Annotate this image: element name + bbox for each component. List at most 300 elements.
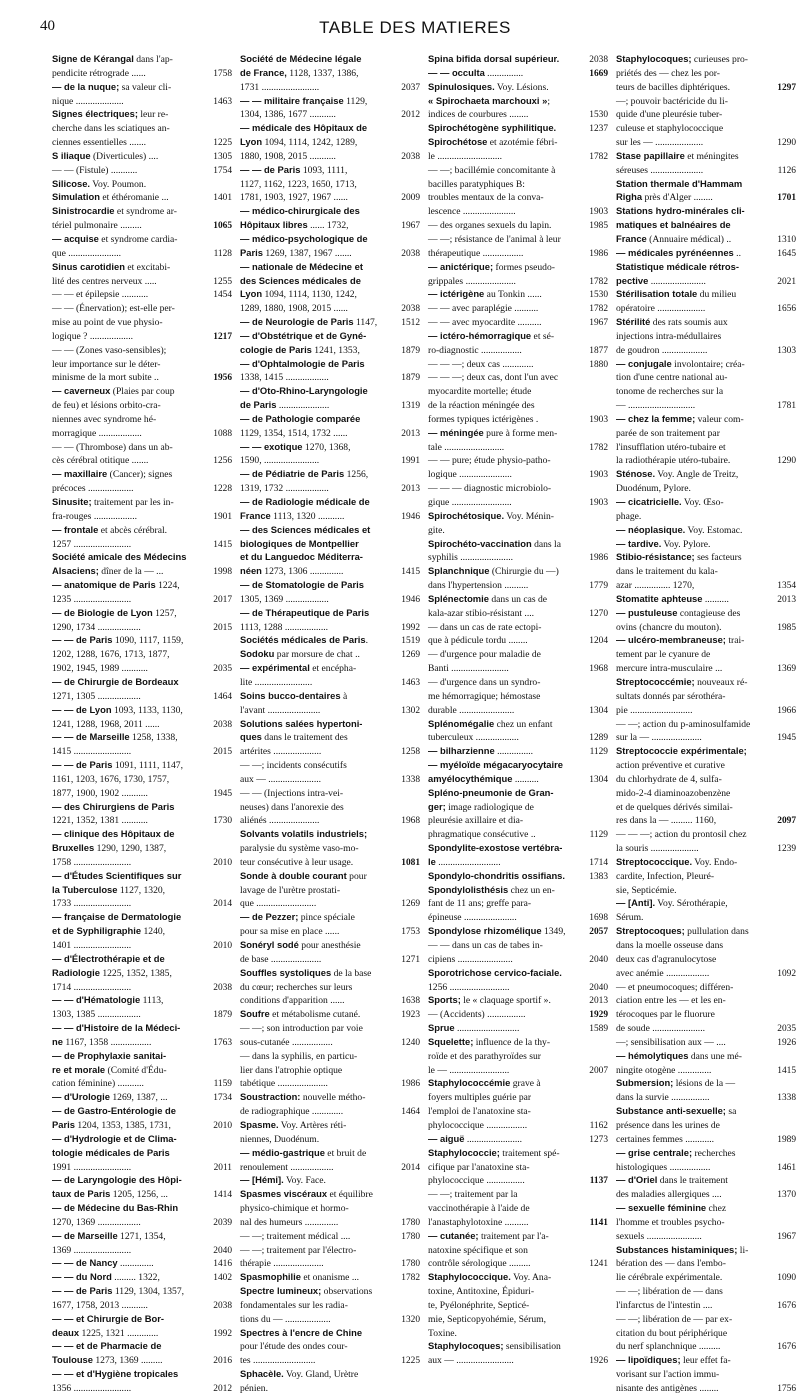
index-entry-text [52, 994, 202, 1008]
index-entry-detail: nique .................... [52, 95, 124, 107]
index-entry-page-number: 1463 [213, 96, 232, 107]
index-entry [52, 95, 232, 109]
index-entry-page-number: 2097 [777, 816, 796, 827]
index-entry-text [240, 288, 390, 302]
index-entry-detail: — —; résistance de l'animal à leur [428, 233, 561, 245]
index-entry [428, 205, 608, 219]
index-entry-page-number: 1903 [589, 414, 608, 425]
index-entry [428, 247, 608, 261]
index-entry-page-number: 1779 [589, 581, 608, 592]
index-entry-text [240, 759, 390, 773]
index-entry-text [616, 828, 766, 842]
index-entry-heading: Spléno-pneumonie de Gran- [428, 786, 554, 798]
index-entry-page-number: 2040 [589, 954, 608, 965]
index-entry-page-number: 2038 [213, 1300, 232, 1311]
index-entry-detail: ....................... [464, 1133, 523, 1145]
index-entry [616, 662, 796, 676]
index-entry [428, 662, 608, 676]
index-entry [428, 551, 608, 565]
index-entry-page-number: 1305 [213, 151, 232, 162]
index-entry [52, 967, 232, 981]
index-entry-detail: — — avec myocardite .......... [428, 317, 542, 329]
index-entry [616, 81, 796, 95]
index-entry-detail: parée de son traitement par [616, 427, 720, 439]
index-entry-detail: durable ....................... [428, 704, 515, 716]
index-column-1 [52, 53, 232, 1394]
index-entry [428, 911, 608, 925]
index-entry-text [52, 718, 202, 732]
index-entry-detail: conditions d'apparition ...... [240, 995, 345, 1007]
index-entry-text [616, 565, 766, 579]
index-entry-detail: valeur com- [695, 413, 744, 425]
index-entry [616, 579, 796, 593]
index-entry-text [428, 233, 578, 247]
index-entry-heading: — frontale [52, 523, 99, 535]
index-entry [616, 731, 796, 745]
index-entry-page-number: 2021 [777, 276, 796, 287]
index-entry-text [428, 219, 578, 233]
index-entry [616, 275, 796, 289]
index-entry [616, 371, 796, 385]
index-entry-page-number: 1992 [401, 622, 420, 633]
index-entry-text [428, 801, 578, 815]
index-entry-page-number: 1304 [589, 774, 608, 785]
index-entry [428, 136, 608, 150]
index-entry-text [616, 773, 766, 787]
index-entry [616, 870, 796, 884]
index-entry-text [240, 468, 390, 482]
index-entry [52, 302, 232, 316]
index-entry [428, 939, 608, 953]
index-entry-text [240, 1147, 390, 1161]
index-entry [240, 1077, 420, 1091]
index-entry-text [428, 856, 578, 870]
index-entry [428, 1340, 608, 1354]
index-entry-detail: — —; action du p-aminosulfamide [616, 718, 751, 730]
index-entry-detail: le « claquage sportif ». [460, 995, 551, 1007]
index-entry-detail: contagieuse des [677, 607, 741, 619]
index-entry [240, 510, 420, 524]
index-entry-text [616, 191, 766, 205]
index-entry [616, 759, 796, 773]
index-entry [616, 330, 796, 344]
index-entry [240, 1382, 420, 1396]
index-entry-text [616, 1340, 766, 1354]
index-entry [240, 911, 420, 925]
index-entry-text [240, 1133, 390, 1147]
index-entry-text [616, 897, 766, 911]
index-entry-detail: grippales ..................... [428, 275, 516, 287]
index-entry [616, 607, 796, 621]
index-entry [52, 371, 232, 385]
index-entry [240, 1340, 420, 1354]
index-entry [616, 690, 796, 704]
index-entry-page-number: 1781 [777, 401, 796, 412]
index-entry-text [616, 1354, 766, 1368]
index-entry-detail: thérapeutique ................. [428, 247, 524, 259]
index-entry-heading: Sonéryl sodé [240, 939, 299, 950]
index-entry [616, 413, 796, 427]
index-entry-page-number: 2015 [213, 747, 232, 758]
index-entry-text [428, 1285, 578, 1299]
index-entry [428, 1091, 608, 1105]
index-entry [52, 1299, 232, 1313]
index-column-3 [428, 53, 608, 1367]
index-entry-detail: ............... [484, 67, 524, 79]
index-entry-detail: ovins (chancre du mouton). [616, 621, 722, 633]
index-entry-page-number: 1929 [589, 1010, 608, 1021]
index-entry-text [52, 884, 202, 898]
index-entry-text [52, 538, 202, 552]
index-entry-detail: 1224, [155, 580, 180, 592]
index-entry-text [616, 676, 766, 690]
index-entry-text [616, 1188, 766, 1202]
index-entry-text [428, 1257, 578, 1271]
index-entry [428, 1244, 608, 1258]
index-entry-text [616, 981, 766, 995]
index-entry-page-number: 1991 [401, 456, 420, 467]
index-entry [240, 399, 420, 413]
index-entry-heading: Spasmophilie [240, 1271, 301, 1283]
index-entry-heading: Stomatite aphteuse [616, 592, 703, 604]
index-entry-text [428, 136, 578, 150]
index-entry-heading: — pustuleuse [616, 606, 678, 618]
index-entry-detail: 1269, 1387, ... [109, 1092, 168, 1104]
index-entry [240, 178, 420, 192]
index-entry [616, 496, 796, 510]
index-entry-heading: — d'Études Scientifiques sur [52, 869, 182, 881]
index-entry [240, 579, 420, 593]
index-entry [428, 1188, 608, 1202]
index-entry-detail: tion d'une centre national au- [616, 372, 728, 384]
index-entry-text [428, 427, 578, 441]
index-entry-heading: Sphacèle. [240, 1368, 284, 1380]
index-entry-detail: tions du — ................... [240, 1313, 331, 1325]
index-entry-detail: sa valeur cli- [119, 81, 172, 93]
index-entry-text [428, 676, 578, 690]
index-entry [240, 1271, 420, 1285]
index-entry-detail: de base ..................... [240, 953, 322, 965]
index-entry-text [240, 579, 390, 593]
index-entry [52, 593, 232, 607]
index-entry-heading: de France, [240, 66, 287, 78]
index-entry-detail: Voy. Œso- [681, 497, 724, 508]
index-entry-text [52, 690, 202, 704]
index-entry-heading: — d'Hydrologie et de Clima- [52, 1132, 177, 1144]
index-entry-text [616, 994, 766, 1008]
index-entry-heading: Streptocoques; [616, 925, 685, 937]
index-entry [52, 981, 232, 995]
index-entry-text [52, 1244, 202, 1258]
index-entry-page-number: 1985 [589, 221, 608, 232]
index-entry-page-number: 2038 [213, 982, 232, 993]
index-entry-page-number: 1901 [213, 511, 232, 522]
index-entry-detail: — —; bacillémie concomitante à [428, 164, 556, 176]
index-entry-text [428, 607, 578, 621]
index-entry-text [52, 247, 202, 261]
index-entry-heading: Spondylolisthésis [428, 883, 509, 895]
index-entry-detail: Voy. Ana- [510, 1272, 552, 1284]
index-entry-page-number: 2017 [213, 594, 232, 605]
index-entry-text [52, 1230, 202, 1244]
index-entry-page-number: 1141 [589, 1217, 608, 1228]
index-entry-text [52, 1271, 202, 1285]
index-entry-detail: de soude ...................... [616, 1023, 705, 1035]
index-entry-heading: — — militaire française [240, 94, 344, 106]
index-entry-text [52, 1105, 202, 1119]
index-entry [428, 856, 608, 870]
index-entry-text [240, 1230, 390, 1244]
index-entry [240, 814, 420, 828]
index-entry [616, 205, 796, 219]
index-entry-text [52, 316, 202, 330]
index-entry-text [240, 1050, 390, 1064]
index-entry-text [52, 1077, 202, 1091]
index-entry-text [52, 870, 202, 884]
index-entry-detail: foyers multiples guérie par [428, 1092, 532, 1104]
index-entry-text [616, 371, 766, 385]
index-entry-text [240, 261, 390, 275]
index-entry [616, 108, 796, 122]
index-entry-page-number: 1269 [401, 899, 420, 910]
index-entry-text [52, 925, 202, 939]
index-entry [52, 1161, 232, 1175]
index-entry-detail: .......... [512, 773, 539, 785]
index-entry [52, 1105, 232, 1119]
index-entry-heading: Alsaciens; [52, 565, 99, 577]
index-entry-heading: — bilharzienne [428, 745, 495, 757]
index-entry-detail: phage. [616, 510, 642, 522]
index-entry [428, 67, 608, 81]
index-entry-text [616, 524, 766, 538]
index-entry-detail: 1147, [353, 317, 378, 329]
index-entry-page-number: 1879 [213, 1010, 232, 1021]
index-entry-text [52, 1008, 202, 1022]
index-entry-text [52, 621, 202, 635]
index-entry-text [240, 718, 390, 732]
index-entry [428, 538, 608, 552]
index-entry-text [616, 870, 766, 884]
index-entry-text [616, 178, 766, 192]
index-entry-heading: — — de Paris [240, 163, 301, 175]
index-entry [616, 1174, 796, 1188]
index-entry [428, 801, 608, 815]
index-entry [240, 108, 420, 122]
index-entry [428, 607, 608, 621]
index-entry-detail: tement par le cyanure de [616, 649, 711, 661]
index-entry [52, 358, 232, 372]
index-entry-heading: Staphylocoques; [428, 1340, 504, 1352]
index-entry-detail: tes .......................... [240, 1355, 316, 1367]
index-entry-heading: Sports; [428, 994, 461, 1006]
index-entry [428, 302, 608, 316]
index-entry-text [616, 1077, 766, 1091]
index-entry [428, 1216, 608, 1230]
index-entry [428, 787, 608, 801]
index-entry [240, 953, 420, 967]
index-entry-detail: —; sensibilisation aux — .... [616, 1036, 726, 1048]
index-entry-text [52, 648, 202, 662]
index-entry-detail: dans le traitement du kala- [616, 566, 718, 578]
index-entry-heading: — de Radiologie médicale de [240, 496, 370, 507]
index-entry-detail: pince spéciale [298, 912, 355, 924]
index-entry-heading: — — exotique [240, 440, 303, 452]
index-entry [428, 1036, 608, 1050]
index-entry-text [52, 759, 202, 773]
index-entry-detail: pour [346, 870, 367, 882]
index-entry-page-number: 1754 [213, 165, 232, 176]
index-entry-text [428, 1216, 578, 1230]
index-entry-text [240, 358, 390, 372]
index-entry-text [428, 1244, 578, 1258]
index-entry [616, 233, 796, 247]
index-entry-detail: fra-rouges .................. [52, 510, 137, 522]
index-entry-page-number: 1464 [213, 691, 232, 702]
index-entry-text [52, 565, 202, 579]
index-entry-page-number: 2010 [213, 857, 232, 868]
index-entry-text [52, 53, 202, 67]
index-entry [240, 538, 420, 552]
index-entry [428, 81, 608, 95]
index-entry-text [616, 551, 766, 565]
index-entry-page-number: 1338 [401, 774, 420, 785]
index-entry-text [240, 413, 390, 427]
index-entry-page-number: 1903 [589, 207, 608, 218]
index-entry-detail: (Plaies par coup [110, 386, 175, 398]
index-entry-text [616, 427, 766, 441]
index-entry-text [52, 371, 202, 385]
index-entry-detail: 1113, [140, 995, 164, 1007]
index-entry-detail: ro-diagnostic ................. [428, 344, 522, 356]
index-entry-page-number: 1730 [213, 816, 232, 827]
index-entry-heading: Paris [240, 246, 263, 258]
index-entry-page-number: 1903 [589, 498, 608, 508]
index-entry-detail: ............... [494, 746, 534, 758]
index-entry-detail: logique ? .................. [52, 330, 134, 342]
index-entry-text [428, 1050, 578, 1064]
index-entry [428, 164, 608, 178]
index-entry [428, 510, 608, 524]
index-entry-heading: deaux [52, 1326, 80, 1338]
index-entry-text [240, 1313, 390, 1327]
index-entry [616, 1285, 796, 1299]
index-entry-detail: tonome de recherches sur la [616, 386, 724, 398]
index-entry [52, 676, 232, 690]
index-entry-detail: — d'urgence dans un syndro- [428, 676, 541, 688]
index-entry-page-number: 1320 [401, 1314, 420, 1325]
index-entry-detail: 1256 ......................... [428, 981, 510, 993]
index-entry-text [428, 939, 578, 953]
index-entry [52, 870, 232, 884]
index-entry-text [428, 1077, 578, 1091]
index-entry-detail: Sérum. [616, 912, 644, 924]
index-entry [240, 1368, 420, 1382]
index-entry-text [240, 773, 390, 787]
index-entry [240, 1327, 420, 1341]
index-entry-text [240, 316, 390, 330]
index-entry-page-number: 1638 [401, 996, 420, 1007]
index-entry-page-number: 1414 [213, 1190, 232, 1201]
index-entry-heading: — médico-chirurgicale des [240, 205, 360, 217]
index-entry [52, 565, 232, 579]
index-entry [52, 925, 232, 939]
index-entry [240, 233, 420, 247]
index-entry-heading: — — du Nord [52, 1271, 112, 1283]
index-entry-page-number: 1225 [401, 1356, 420, 1367]
index-entry [616, 648, 796, 662]
index-entry-page-number: 2014 [213, 899, 232, 910]
index-entry-heading: le [428, 855, 436, 867]
index-entry [240, 662, 420, 676]
index-entry-heading: — [Hémi]. [240, 1174, 284, 1186]
index-entry [616, 191, 796, 205]
index-entry-text [240, 981, 390, 995]
index-entry-text [616, 1091, 766, 1105]
index-entry-detail: chez un en- [508, 884, 555, 896]
index-entry [52, 634, 232, 648]
index-entry-detail: 1093, 1111, [300, 164, 348, 176]
index-entry-heading: — conjugale [616, 357, 672, 369]
index-entry-detail: ; [547, 95, 550, 107]
index-entry-detail: aux — ...................... [240, 773, 322, 785]
index-entry [52, 787, 232, 801]
index-entry-page-number: 1415 [401, 567, 420, 578]
index-entry-heading: Hôpitaux libres [240, 219, 308, 231]
index-entry-detail: sultats donnés par sérothéra- [616, 690, 726, 702]
index-entry-detail: — —; traitement médical .... [240, 1230, 351, 1242]
index-entry-detail: 1257 ........................ [52, 538, 132, 550]
index-entry-detail: 1356 ........................ [52, 1383, 132, 1394]
index-entry-detail: paralysie du système vaso-mo- [240, 843, 359, 855]
index-entry-heading: Spinulosiques. [428, 80, 495, 92]
index-entry-text [52, 634, 202, 648]
index-entry [52, 385, 232, 399]
index-entry-text [428, 81, 578, 95]
index-entry-page-number: 1753 [401, 927, 420, 938]
index-entry-detail: ..................... [276, 400, 330, 412]
index-entry-text [240, 344, 390, 358]
index-entry-detail: Duodénum, Pylore. [616, 483, 691, 495]
index-entry-heading: cologie de Paris [240, 343, 312, 355]
index-entry [616, 164, 796, 178]
index-entry-text [616, 662, 766, 676]
index-entry-detail: grave à [510, 1078, 541, 1090]
index-entry-page-number: 1926 [589, 1356, 608, 1367]
index-entry-detail: aliénés ..................... [240, 815, 320, 827]
index-entry-detail: azar ............... 1270, [616, 580, 695, 592]
index-entry [52, 551, 232, 565]
index-entry [52, 81, 232, 95]
index-entry-heading: et de Syphiligraphie [52, 925, 142, 937]
index-entry [52, 330, 232, 344]
index-entry-page-number: 2038 [589, 55, 608, 65]
index-entry [240, 81, 420, 95]
index-entry [240, 856, 420, 870]
index-entry-detail: 1258, 1338, [129, 732, 178, 744]
index-entry-detail: 1271, 1354, [117, 1230, 166, 1242]
index-entry [52, 316, 232, 330]
index-entry-detail: 1303, 1385 .................. [52, 1009, 141, 1021]
index-entry-page-number: 1967 [589, 318, 608, 329]
index-entry-text [616, 1299, 766, 1313]
index-entry-page-number: 1225 [213, 138, 232, 149]
index-entry-heading: — de Biologie de Lyon [52, 606, 153, 618]
index-entry [616, 178, 796, 192]
index-entry-text [616, 233, 766, 247]
index-entry-text [240, 1285, 390, 1299]
index-entry-heading: — — d'Histoire de la Médeci- [52, 1022, 181, 1034]
index-entry-detail: et équilibre [327, 1189, 373, 1201]
